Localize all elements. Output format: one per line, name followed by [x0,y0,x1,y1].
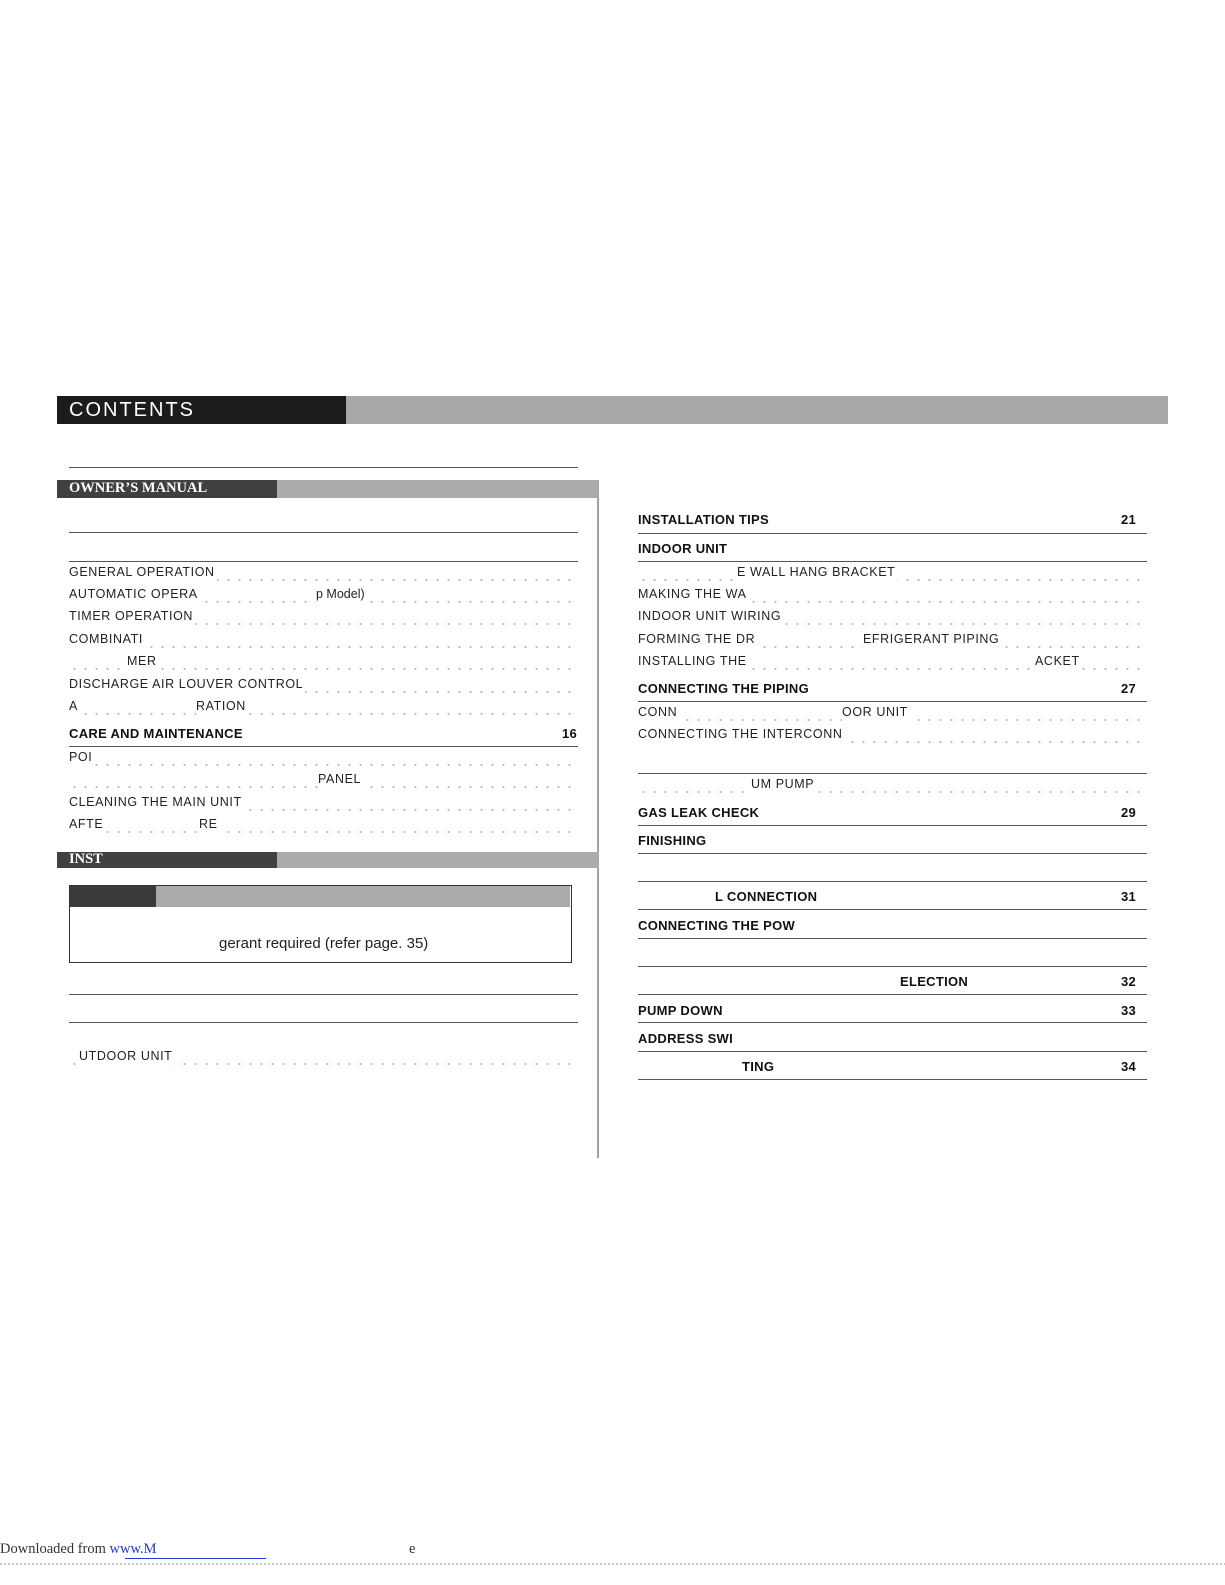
owners-manual-heading: OWNER’S MANUAL [69,480,208,496]
toc-page-number: 16 [561,726,577,741]
footer-link-underline [125,1558,266,1559]
toc-heading-installation-tips[interactable] [638,509,1147,531]
toc-heading-address-switch[interactable] [638,1028,1147,1050]
toc-item-indoor-unit-wiring[interactable] [638,606,1147,626]
page-title: CONTENTS [69,399,195,421]
toc-heading-selection[interactable] [638,971,1147,993]
note-box-band [156,886,570,907]
rule [638,853,1147,854]
toc-item-auto-operation[interactable] [69,696,578,716]
toc-heading-connecting-piping[interactable] [638,678,1147,700]
footer-dotted-rule [0,1563,1225,1565]
toc-item-cleaning-main-unit[interactable] [69,792,578,812]
toc-item-front-panel[interactable] [69,769,578,789]
column-divider [597,480,599,1158]
toc-item-label: COMBINATI [69,629,145,649]
toc-heading-pump-down[interactable] [638,1000,1147,1022]
toc-heading-label: GAS LEAK CHECK [638,805,760,820]
toc-heading-label: CARE AND MAINTENANCE [69,726,243,741]
toc-item-label: OOR UNIT [842,702,910,722]
toc-item-label: CLEANING THE MAIN UNIT [69,792,244,812]
rule [638,825,1147,826]
contents-header-band [346,396,1168,424]
toc-page-number: 34 [1120,1059,1136,1074]
toc-item-wall-hang-bracket[interactable] [638,562,1147,582]
toc-item-installing[interactable] [638,651,1147,671]
toc-item-label: AFTE [69,814,105,834]
toc-heading-label: CONNECTING THE POW [638,918,796,933]
toc-item-making-wall-hole[interactable] [638,584,1147,604]
toc-heading-gas-leak[interactable] [638,802,1147,824]
toc-heading-label: ADDRESS SWI [638,1031,734,1046]
toc-item-after[interactable] [69,814,578,834]
toc-heading-label: PUMP DOWN [638,1003,723,1018]
toc-item-label: DISCHARGE AIR LOUVER CONTROL [69,674,305,694]
rule [638,938,1147,939]
toc-item-label: MAKING THE WA [638,584,749,604]
footer-link[interactable]: www.M [109,1541,157,1557]
toc-item-label: RE [199,814,220,834]
toc-item-label: E WALL HANG BRACKET [737,562,897,582]
rule [638,1051,1147,1052]
toc-item-label: CONN [638,702,679,722]
toc-item-label: AUTOMATIC OPERA [69,584,200,604]
toc-item-label: TIMER OPERATION [69,606,195,626]
toc-item-label: GENERAL OPERATION [69,562,217,582]
rule [69,1022,578,1023]
note-text: gerant required (refer page. 35) [219,935,429,952]
owners-section-band [277,480,599,498]
toc-item-general-operation[interactable] [69,562,578,582]
toc-heading-setting[interactable] [638,1056,1147,1078]
toc-item-label: RATION [196,696,248,716]
toc-heading-label: FINISHING [638,833,707,848]
footer-prefix: Downloaded from [0,1541,110,1557]
toc-item-points[interactable] [69,747,578,767]
toc-item-label: EFRIGERANT PIPING [863,629,1001,649]
toc-item-label: p Model) [316,584,367,604]
toc-page-number: 27 [1120,681,1136,696]
toc-item-label: INDOOR UNIT WIRING [638,606,783,626]
rule [638,881,1147,882]
rule [69,467,578,468]
toc-item-label: UTDOOR UNIT [79,1046,174,1066]
rule [638,966,1147,967]
toc-heading-label: TING [742,1059,775,1074]
toc-heading-label: INDOOR UNIT [638,541,728,556]
toc-item-label: INSTALLING THE [638,651,749,671]
toc-item-automatic-operation[interactable] [69,584,578,604]
rule [638,909,1147,910]
toc-heading-electrical-connection[interactable] [638,886,1147,908]
toc-item-label: CONNECTING THE INTERCONN [638,724,844,744]
toc-heading-finishing[interactable] [638,830,1147,852]
toc-page-number: 31 [1120,889,1136,904]
rule [638,1079,1147,1080]
toc-item-label: MER [127,651,159,671]
toc-page-number: 32 [1120,974,1136,989]
toc-item-discharge-air-louver[interactable] [69,674,578,694]
rule [638,1022,1147,1023]
toc-item-label: ACKET [1035,651,1082,671]
toc-page-number: 33 [1120,1003,1136,1018]
toc-heading-connecting-power[interactable] [638,915,1147,937]
toc-item-label: PANEL [318,769,363,789]
toc-item-outdoor-unit[interactable] [69,1046,578,1066]
toc-item-combination[interactable] [69,629,578,649]
rule [638,533,1147,534]
installation-manual-heading: INST [69,851,103,867]
toc-item-forming-drain[interactable] [638,629,1147,649]
toc-item-label: FORMING THE DR [638,629,757,649]
toc-heading-label: ELECTION [900,974,969,989]
toc-item-timer-operation[interactable] [69,606,578,626]
toc-item-label: UM PUMP [751,774,816,794]
toc-heading-label: CONNECTING THE PIPING [638,681,809,696]
rule [69,994,578,995]
rule [69,532,578,533]
toc-page-number: 29 [1120,805,1136,820]
rule [638,994,1147,995]
footer-trailing-text: e [409,1541,416,1557]
footer-download-note [0,1540,157,1558]
toc-item-label: A [69,696,80,716]
toc-item-label: POI [69,747,94,767]
toc-page-number: 21 [1120,512,1136,527]
toc-item-connecting-outdoor[interactable] [638,702,1147,722]
install-section-band [277,852,599,868]
note-box-tab [70,886,156,907]
toc-item-timer[interactable] [69,651,578,671]
toc-heading-label: L CONNECTION [715,889,818,904]
toc-heading-care-maintenance[interactable] [69,723,578,745]
toc-item-vacuum-pump[interactable] [638,774,1147,794]
toc-heading-indoor-unit[interactable] [638,538,1147,560]
toc-heading-label: INSTALLATION TIPS [638,512,769,527]
toc-item-interconnecting[interactable] [638,724,1147,744]
